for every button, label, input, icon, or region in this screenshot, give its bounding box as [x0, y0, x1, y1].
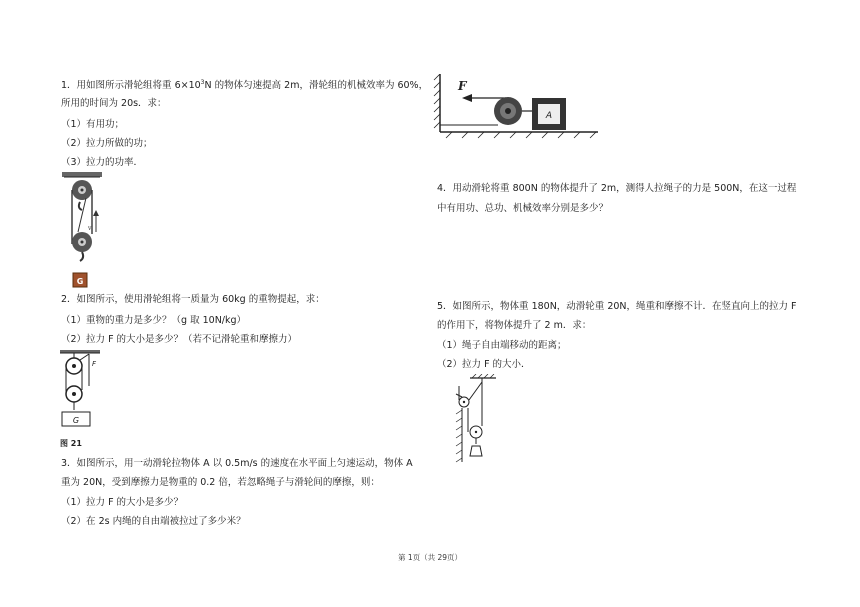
q2-sub1: （1）重物的重力是多少？（g 取 10N/kg） — [61, 315, 247, 326]
q2-fig-force-label: F — [92, 360, 97, 368]
q2-fig-weight-label: G — [72, 416, 80, 425]
q3-fig-block-label: A — [545, 111, 553, 121]
q4-line2: 中有用功、总功、机械效率分别是多少？ — [437, 203, 609, 214]
q5-line2: 的作用下，将物体提升了 2 m．求： — [437, 320, 592, 331]
q1-line1: 1．用如图所示滑轮组将重 $6\times 10^3N$ 的物体匀速提高 2m，滑轮组的机械效率为 60%， — [61, 78, 429, 91]
q3-fig-force-label: F — [458, 79, 467, 93]
q2-line1: 2．如图所示，使用滑轮组将一质量为 60kg 的重物提起，求： — [61, 294, 325, 305]
q2-fig-caption: 图 21 — [60, 439, 82, 448]
q1-line2: 所用的时间为 20s．求： — [61, 98, 167, 109]
q1-sub2: （2）拉力所做的功； — [61, 138, 153, 149]
q4-line1: 4．用动滑轮将重 800N 的物体提升了 2m，测得人拉绳子的力是 500N，在这一过程 — [437, 183, 797, 194]
q1-pulley-figure — [56, 172, 110, 292]
q5-pulley-figure — [440, 374, 502, 464]
q2-sub2: （2）拉力 F 的大小是多少？（若不记滑轮重和摩擦力） — [61, 334, 298, 345]
q1-fig-v-label: v — [88, 225, 92, 232]
q3-sub2: （2）在 2s 内绳的自由端被拉过了多少米？ — [61, 516, 246, 527]
q5-line1: 5．如图所示，物体重 180N，动滑轮重 20N，绳重和摩擦不计．在竖直向上的拉力 F — [437, 301, 797, 312]
page-number-footer: 第 1页（共 29页） — [397, 553, 463, 562]
q1-sub1: （1）有用功； — [61, 119, 125, 130]
q3-line2: 重为 20N，受到摩擦力是物重的 0.2 倍，若忽略绳子与滑轮间的摩擦，则： — [61, 477, 380, 488]
q3-sub1: （1）拉力 F 的大小是多少？ — [61, 497, 184, 508]
q5-sub2: （2）拉力 F 的大小． — [437, 359, 531, 370]
q2-pulley-figure — [56, 350, 108, 450]
q1-sub3: （3）拉力的功率． — [61, 157, 144, 168]
q1-fig-weight-label: G — [76, 277, 84, 286]
q3-figure — [432, 74, 602, 140]
q3-line1: 3．如图所示，用一动滑轮拉物体 A 以 0.5m/s 的速度在水平面上匀速运动，物体 A — [61, 458, 413, 469]
q5-sub1: （1）绳子自由端移动的距离； — [437, 340, 567, 351]
